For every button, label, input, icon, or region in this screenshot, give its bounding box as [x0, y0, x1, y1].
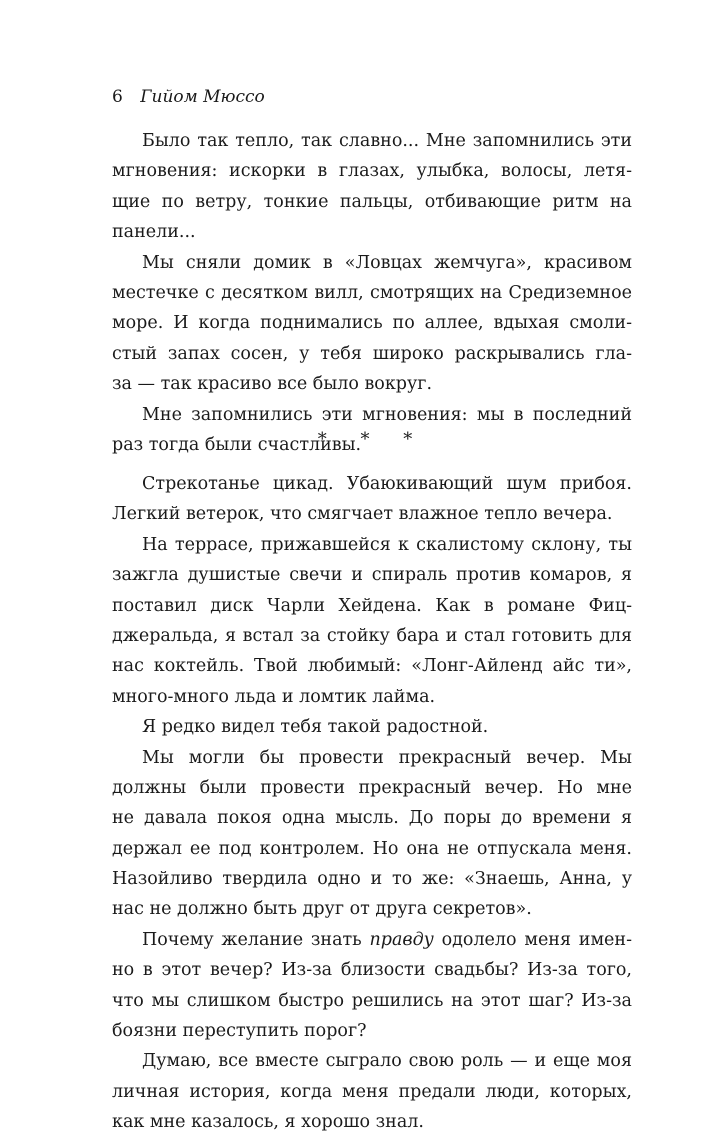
text-line: Мы могли бы провести прекрасный вечер. Мы [142, 747, 632, 768]
section-separator: * * * [317, 429, 427, 450]
emphasized-word: правду [369, 929, 434, 950]
text-line: должны были провести прекрасный вечер. Но мне [112, 777, 632, 798]
text-line: нас не должно быть друг от друга секретов». [112, 899, 532, 920]
text-line: Думаю, все вместе сыграло свою роль — и еще моя [142, 1051, 632, 1072]
page-number: 6 [112, 87, 123, 107]
text-line: нас коктейль. Твой любимый: «Лонг-Айленд айс ти», [112, 656, 632, 677]
text-line: зажгла душистые свечи и спираль против комаров, я [112, 565, 632, 586]
text-line: Мне запомнились эти мгновения: мы в последний [142, 404, 632, 425]
text-line: Назойливо твердила одно и то же: «Знаешь, Анна, у [112, 869, 632, 890]
text-section-1 [112, 126, 632, 460]
text-line: много-много льда и ломтик лайма. [112, 686, 436, 707]
text-line: раз тогда были счастливы. [112, 434, 362, 455]
author-name: Гийом Мюссо [140, 87, 265, 107]
text-line: стый запах сосен, у тебя широко раскрывались гла- [112, 343, 632, 364]
text-line: Было так тепло, так славно... Мне запомнились эти [142, 131, 632, 151]
text-line: Мы сняли домик в «Ловцах жемчуга», красивом [142, 252, 632, 273]
text-line: личная история, когда меня предали люди, которых, [112, 1081, 632, 1102]
text-line: Легкий ветерок, что смягчает влажное тепло вечера. [112, 504, 613, 525]
text-fragment: Почему желание знать [142, 929, 370, 950]
text-line: Я редко видел тебя такой радостной. [142, 717, 489, 738]
text-line: не давала покоя одна мысль. До поры до времени я [112, 808, 632, 829]
text-line: мгновения: искорки в глазах, улыбка, волосы, летя- [112, 161, 632, 182]
text-line: держал ее под контролем. Но она не отпускала меня. [112, 838, 632, 859]
text-line: что мы слишком быстро решились на этот шаг? Из-за [112, 990, 632, 1011]
text-line: На террасе, прижавшейся к скалистому склону, ты [142, 534, 632, 555]
text-line: за — так красиво все было вокруг. [112, 374, 433, 395]
text-line-with-emphasis [112, 925, 632, 955]
text-fragment: одолело меня имен- [433, 929, 632, 950]
text-line: как мне казалось, я хорошо знал. [112, 1112, 424, 1133]
text-section-2 [112, 469, 632, 1138]
text-line: Стрекотанье цикад. Убаюкивающий шум прибоя. [142, 474, 632, 494]
text-line: местечке с десятком вилл, смотрящих на Средиземное [112, 282, 632, 303]
running-head [112, 86, 265, 108]
text-line: панели... [112, 222, 196, 243]
text-line: поставил диск Чарли Хейдена. Как в романе Фиц- [112, 595, 632, 616]
text-line: джеральда, я встал за стойку бара и стал готовить для [112, 625, 632, 646]
text-line: но в этот вечер? Из-за близости свадьбы? Из-за того, [112, 960, 632, 981]
text-line: море. И когда поднимались по аллее, вдыхая смоли- [112, 313, 632, 334]
text-line: боязни переступить порог? [112, 1021, 367, 1042]
text-line: щие по ветру, тонкие пальцы, отбивающие ритм на [112, 191, 632, 212]
